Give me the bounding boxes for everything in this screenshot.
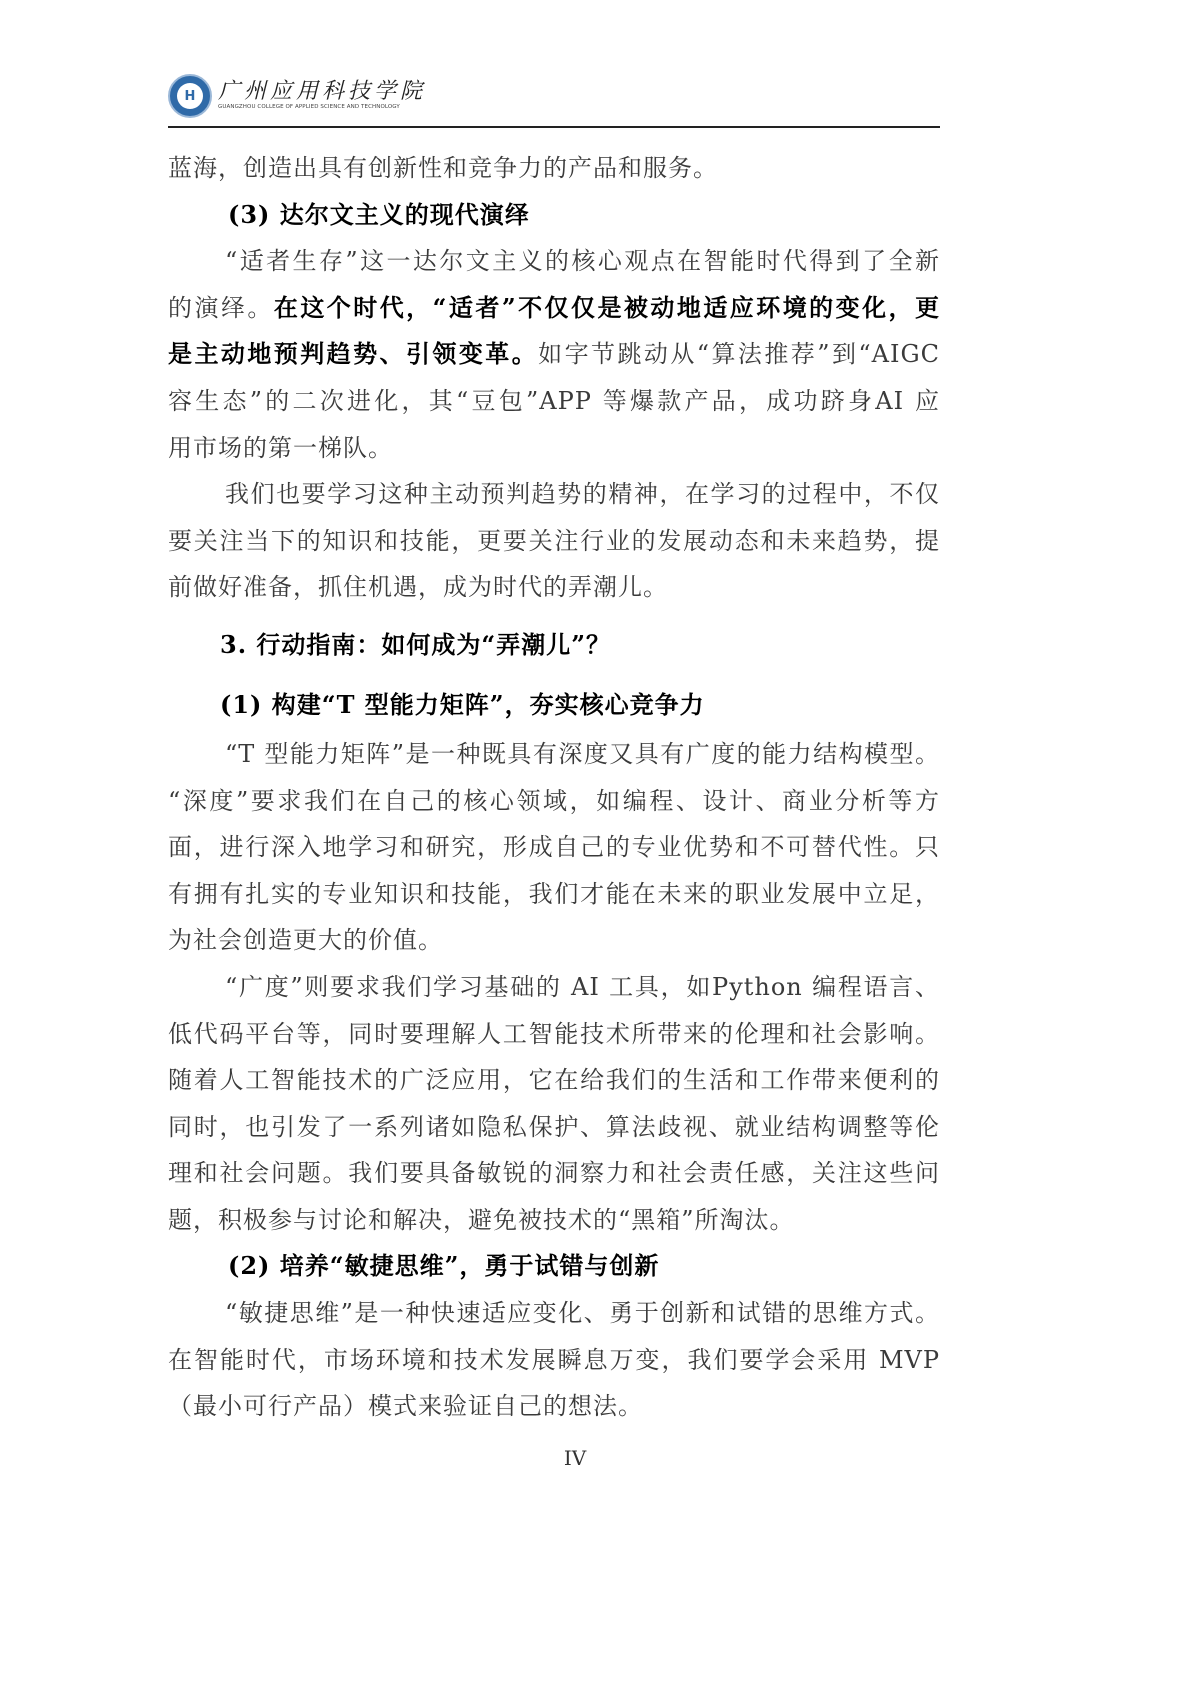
text-line	[168, 378, 940, 425]
header-rule	[168, 126, 940, 128]
text-span: 用市场的第一梯队。	[168, 433, 393, 462]
text-span: 随着人工智能技术的广泛应用，它在给我们的生活和工作带来便利的	[168, 1066, 940, 1095]
paragraph	[168, 731, 940, 964]
text-span: 面，进行深入地学习和研究，形成自己的专业优势和不可替代性。只	[168, 833, 940, 862]
text-span: 前做好准备，抓住机遇，成为时代的弄潮儿。	[168, 573, 668, 602]
paragraph	[168, 1290, 940, 1430]
text-span: 如字节跳动从“算法推荐”到“AIGC	[538, 340, 940, 369]
document-body	[168, 145, 940, 1430]
section-heading: (1) 构建“T 型能力矩阵”，夯实核心竞争力	[220, 689, 705, 719]
text-span: 理和社会问题。我们要具备敏锐的洞察力和社会责任感，关注这些问	[168, 1159, 940, 1188]
text-span: “T 型能力矩阵”是一种既具有深度又具有广度的能力结构模型。	[225, 739, 940, 768]
text-line	[168, 1104, 940, 1151]
text-line	[168, 1011, 940, 1058]
text-span: “广度”则要求我们学习基础的 AI 工具，如Python 编程语言、	[225, 972, 940, 1001]
text-line	[168, 871, 940, 918]
paragraph	[168, 964, 940, 1244]
page-header	[168, 70, 940, 128]
text-line	[168, 1197, 940, 1244]
text-span: 有拥有扎实的专业知识和技能，我们才能在未来的职业发展中立足，	[168, 879, 940, 908]
school-name-en: GUANGZHOU COLLEGE OF APPLIED SCIENCE AND TECHNOLOGY	[218, 104, 400, 110]
section-heading: 3. 行动指南：如何成为“弄潮儿”？	[220, 629, 612, 659]
paragraph	[168, 471, 940, 611]
text-line	[168, 964, 940, 1011]
text-span: “适者生存”这一达尔文主义的核心观点在智能时代得到了全新	[225, 247, 940, 276]
section-heading: (2) 培养“敏捷思维”，勇于试错与创新	[228, 1251, 660, 1281]
text-line	[168, 285, 940, 332]
text-span: 为社会创造更大的价值。	[168, 926, 443, 955]
school-name-cn: 广州应用科技学院	[218, 79, 427, 104]
text-line	[168, 238, 940, 285]
text-line	[168, 331, 940, 378]
text-span: （最小可行产品）模式来验证自己的想法。	[168, 1392, 643, 1421]
text-span: 同时，也引发了一系列诸如隐私保护、算法歧视、就业结构调整等伦	[168, 1112, 940, 1141]
text-span: 要关注当下的知识和技能，更要关注行业的发展动态和未来趋势，提	[168, 526, 940, 555]
text-line	[168, 1057, 940, 1104]
text-line	[168, 518, 940, 565]
text-span: “深度”要求我们在自己的核心领域，如编程、设计、商业分析等方	[168, 786, 940, 815]
text-span: 低代码平台等，同时要理解人工智能技术所带来的伦理和社会影响。	[168, 1019, 940, 1048]
text-line	[168, 824, 940, 871]
text-span: 我们也要学习这种主动预判趋势的精神，在学习的过程中，不仅	[225, 480, 940, 509]
text-span: “敏捷思维”是一种快速适应变化、勇于创新和试错的思维方式。	[225, 1299, 940, 1328]
text-line	[168, 425, 940, 472]
text-span: 的演绎。	[168, 293, 274, 322]
text-line	[168, 778, 940, 825]
text-line	[168, 1383, 940, 1430]
paragraph	[168, 145, 940, 192]
logo-emblem-icon: H	[177, 83, 203, 109]
text-span: 题，积极参与讨论和解决，避免被技术的“黑箱”所淘汰。	[168, 1205, 795, 1234]
text-line	[168, 145, 940, 192]
paragraph	[168, 238, 940, 471]
text-line	[168, 1290, 940, 1337]
text-span: 容生态”的二次进化，其“豆包”APP 等爆款产品，成功跻身AI 应	[168, 386, 940, 415]
text-span: 在智能时代，市场环境和技术发展瞬息万变，我们要学会采用 MVP	[168, 1345, 940, 1374]
text-span: 蓝海，创造出具有创新性和竞争力的产品和服务。	[168, 154, 718, 182]
text-line	[168, 471, 940, 518]
text-line	[168, 1337, 940, 1384]
page-number: IV	[563, 1446, 587, 1470]
text-line	[168, 917, 940, 964]
section-heading: (3) 达尔文主义的现代演绎	[228, 199, 530, 229]
text-line	[168, 1150, 940, 1197]
college-logo	[168, 74, 212, 118]
bold-text: 在这个时代，“适者”不仅仅是被动地适应环境的变化，更	[273, 292, 941, 322]
text-line	[168, 731, 940, 778]
text-line	[168, 564, 940, 611]
bold-text: 是主动地预判趋势、引领变革。	[168, 339, 539, 369]
